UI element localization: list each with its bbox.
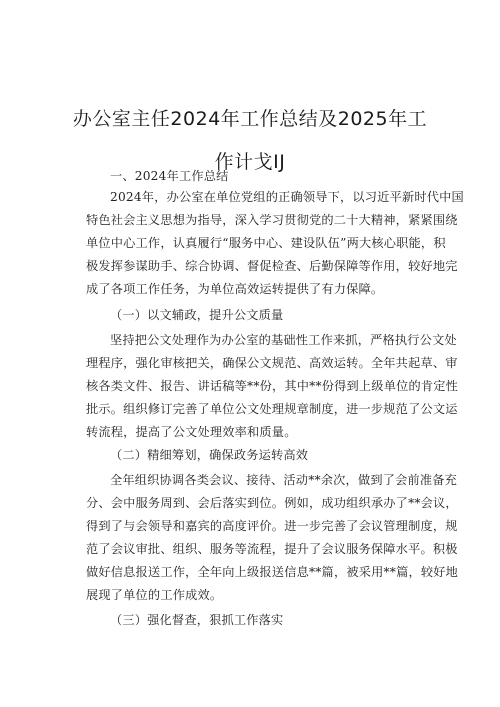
body-line: 展现了单位的工作成效。 (86, 588, 223, 602)
subsection-heading: （二）精细筹划，确保政务运转高效 (110, 448, 309, 462)
intro-line: 成了各项工作任务，为单位高效运转提供了有力保障。 (86, 282, 384, 296)
body-line: 分、会中服务周到、会后落实到位。例如，成功组织承办了**会议， (86, 496, 458, 510)
intro-line: 2024年，办公室在单位党组的正确领导下，以习近平新时代中国 (110, 190, 464, 204)
body-line: 全年组织协调各类会议、接待、活动**余次，做到了会前准备充 (110, 473, 458, 487)
intro-line: 单位中心工作，认真履行“服务中心、建设队伍”两大核心职能，积 (86, 236, 446, 250)
document-title-line-1: 办公室主任2024年工作总结及2025年工 (72, 108, 428, 130)
document-title-line-2: 作计戈IJ (214, 151, 286, 173)
section-heading: 一、2024年工作总结 (110, 169, 229, 183)
body-line: 做好信息报送工作，全年向上级报送信息**篇，被采用**篇，较好地 (86, 565, 459, 579)
intro-line: 特色社会主义思想为指导，深入学习贯彻党的二十大精神，紧紧围绕 (86, 213, 458, 227)
subsection-heading: （一）以文辅政，提升公文质量 (110, 308, 284, 322)
body-line: 得到了与会领导和嘉宾的高度评价。进一步完善了会议管理制度，规 (86, 519, 458, 533)
body-line: 转流程，提高了公文处理效率和质量。 (86, 425, 297, 439)
body-line: 坚持把公文处理作为办公室的基础性工作来抓，严格执行公文处 (110, 333, 457, 347)
body-line: 核各类文件、报告、讲话稿等**份，其中**份得到上级单位的肯定性 (86, 379, 459, 393)
body-line: 范了会议审批、组织、服务等流程，提升了会议服务保障水平。积极 (86, 542, 458, 556)
body-line: 批示。组织修订完善了单位公文处理规章制度，进一步规范了公文运 (86, 402, 458, 416)
subsection-heading: （三）强化督查，狠抓工作落实 (110, 613, 284, 627)
body-line: 理程序，强化审核把关，确保公文规范、高效运转。全年共起草、审 (86, 356, 458, 370)
intro-line: 极发挥参谋助手、综合协调、督促检查、后勤保障等作用，较好地完 (86, 259, 458, 273)
